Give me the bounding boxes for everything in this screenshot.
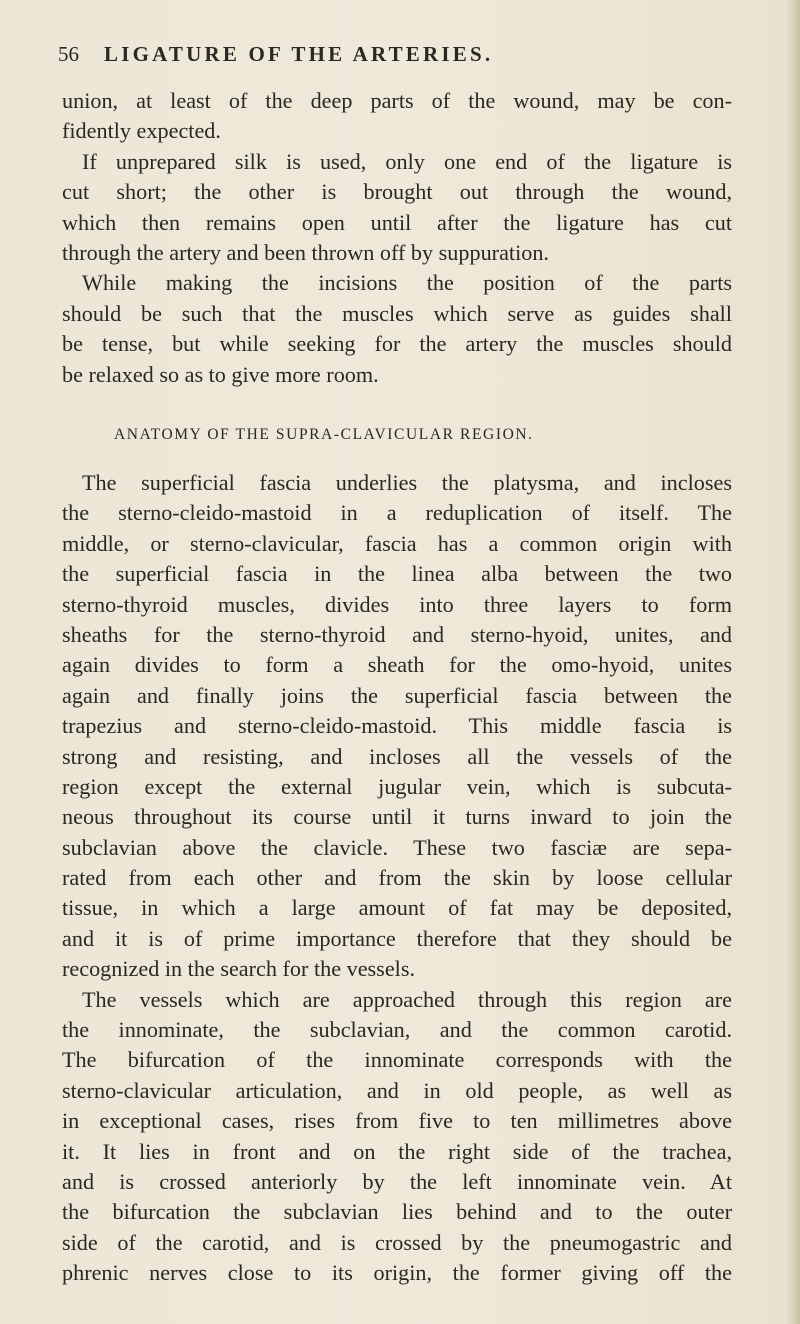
text-line: middle, or sterno-clavicular, fascia has a common origin with [62, 530, 732, 556]
text-line: strong and resisting, and incloses all the vessels of the [62, 743, 732, 769]
text-line: recognized in the search for the vessels. [62, 956, 416, 982]
text-line: If unprepared silk is used, only one end of the ligature is [82, 148, 732, 174]
text-line: and it is of prime importance therefore that they should be [62, 925, 732, 951]
text-line: rated from each other and from the skin by loose cellular [62, 865, 732, 891]
text-line: region except the external jugular vein, which is subcuta- [62, 773, 732, 799]
text-line: should be such that the muscles which serve as guides shall [62, 300, 732, 326]
text-line: neous throughout its course until it turns inward to join the [62, 804, 732, 830]
text-line: the sterno-cleido-mastoid in a reduplication of itself. The [62, 500, 732, 526]
running-head [58, 42, 598, 74]
text-line: again divides to form a sheath for the omo-hyoid, unites [62, 652, 732, 678]
text-line: union, at least of the deep parts of the wound, may be con- [62, 88, 732, 113]
page-edge-shadow [786, 0, 800, 1324]
text-line: sheaths for the sterno-thyroid and sterno-hyoid, unites, and [62, 621, 732, 647]
text-line: fidently expected. [62, 118, 221, 144]
text-line: cut short; the other is brought out through the wound, [62, 179, 732, 205]
text-line: While making the incisions the position of the parts [82, 270, 732, 296]
text-line: sterno-thyroid muscles, divides into three layers to form [62, 591, 732, 617]
text-line: the bifurcation the subclavian lies behind and to the outer [62, 1199, 732, 1225]
page-number: 56 [58, 42, 79, 66]
text-line: subclavian above the clavicle. These two fasciæ are sepa- [62, 834, 732, 860]
text-line: tissue, in which a large amount of fat may be deposited, [62, 895, 732, 921]
text-line: sterno-clavicular articulation, and in old people, as well as [62, 1077, 732, 1103]
text-line: The bifurcation of the innominate corresponds with the [62, 1047, 732, 1073]
paragraph-block-2 [62, 468, 732, 1289]
text-line: The superficial fascia underlies the platysma, and incloses [82, 470, 732, 495]
text-line: The vessels which are approached through this region are [82, 986, 732, 1012]
text-line: it. It lies in front and on the right side of the trachea, [62, 1138, 732, 1164]
text-line: which then remains open until after the ligature has cut [62, 209, 732, 235]
section-heading: ANATOMY OF THE SUPRA-CLAVICULAR REGION. [114, 426, 534, 443]
text-line: through the artery and been thrown off by suppuration. [62, 239, 549, 265]
text-line: side of the carotid, and is crossed by the pneumogastric and [62, 1229, 732, 1255]
text-line: phrenic nerves close to its origin, the former giving off the [62, 1260, 732, 1286]
text-line: the superficial fascia in the linea alba between the two [62, 561, 732, 587]
text-line: again and finally joins the superficial fascia between the [62, 682, 732, 708]
text-line: and is crossed anteriorly by the left innominate vein. At [62, 1168, 732, 1194]
running-title: LIGATURE OF THE ARTERIES. [104, 42, 494, 66]
text-line: trapezius and sterno-cleido-mastoid. This middle fascia is [62, 713, 732, 739]
text-line: be tense, but while seeking for the artery the muscles should [62, 331, 732, 357]
text-line: be relaxed so as to give more room. [62, 361, 379, 387]
text-line: the innominate, the subclavian, and the common carotid. [62, 1017, 732, 1043]
paragraph-block-1 [62, 86, 732, 390]
text-line: in exceptional cases, rises from five to ten millimetres above [62, 1108, 732, 1134]
